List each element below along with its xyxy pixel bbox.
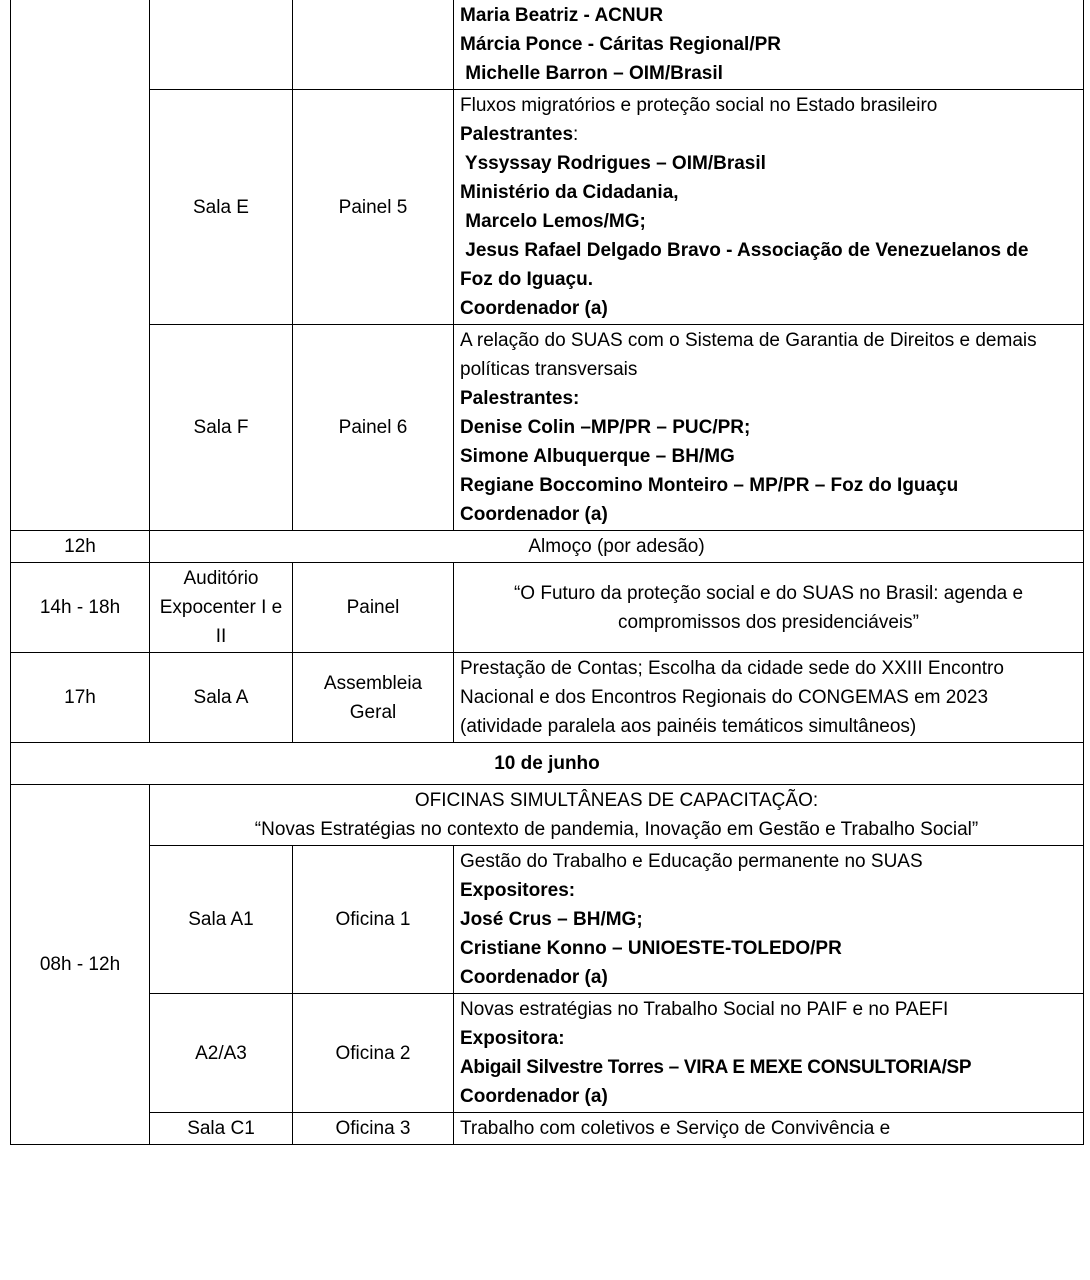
table-row (11, 563, 1084, 653)
table-row (11, 90, 1084, 325)
room-cell: Sala F (150, 325, 293, 531)
speaker-line: Márcia Ponce - Cáritas Regional/PR (460, 34, 781, 55)
session-title: Fluxos migratórios e proteção social no Estado brasileiro (460, 95, 938, 116)
session-details: Prestação de Contas; Escolha da cidade sede do XXIII Encontro Nacional e dos Encontros Regionais do CONGEMAS em 2023 (atividade paralela aos painéis temáticos simultâneos) (454, 653, 1084, 743)
table-row (11, 743, 1084, 785)
speaker-line: Regiane Boccomino Monteiro – MP/PR – Foz do Iguaçu (460, 475, 959, 496)
session-title: A relação do SUAS com o Sistema de Garantia de Direitos e demais políticas transversais (460, 330, 1037, 380)
speakers-label: Expositora: (460, 1028, 565, 1049)
session-title: Novas estratégias no Trabalho Social no PAIF e no PAEFI (460, 999, 949, 1020)
panel-cell: Painel 5 (293, 90, 454, 325)
speaker-line: Coordenador (a) (460, 298, 608, 319)
table-row (11, 653, 1084, 743)
speaker-line: Abigail Silvestre Torres – VIRA E MEXE CONSULTORIA/SP (460, 1057, 972, 1078)
room-cell: Sala E (150, 90, 293, 325)
table-row (11, 1113, 1084, 1145)
workshop-cell: Oficina 1 (293, 846, 454, 994)
table-row (11, 0, 1084, 90)
workshop-cell: Oficina 2 (293, 994, 454, 1113)
room-cell-empty (150, 0, 293, 90)
time-cell: 08h - 12h (11, 785, 150, 1145)
time-cell-empty (11, 0, 150, 531)
room-cell: Auditório Expocenter I e II (150, 563, 293, 653)
lunch-cell: Almoço (por adesão) (150, 531, 1084, 563)
room-cell: A2/A3 (150, 994, 293, 1113)
speaker-line: Coordenador (a) (460, 1086, 608, 1107)
room-cell: Sala A (150, 653, 293, 743)
speaker-line: Simone Albuquerque – BH/MG (460, 446, 735, 467)
speaker-line: Coordenador (a) (460, 504, 608, 525)
workshops-header (150, 785, 1084, 846)
speaker-line: Michelle Barron – OIM/Brasil (460, 63, 723, 84)
session-title: Gestão do Trabalho e Educação permanente no SUAS (460, 851, 923, 872)
speakers-label-line (460, 120, 1077, 149)
session-details: “O Futuro da proteção social e do SUAS no Brasil: agenda e compromissos dos presidenciáveis” (454, 563, 1084, 653)
speakers-cell (454, 0, 1084, 90)
speakers-label: Expositores: (460, 880, 576, 901)
speaker-line: José Crus – BH/MG; (460, 909, 643, 930)
speaker-line: Maria Beatriz - ACNUR (460, 5, 664, 26)
session-details (454, 846, 1084, 994)
speakers-label-suffix: : (573, 124, 579, 145)
workshops-header-line2: “Novas Estratégias no contexto de pandemia, Inovação em Gestão e Trabalho Social” (254, 819, 979, 840)
table-row (11, 325, 1084, 531)
panel-cell: Painel 6 (293, 325, 454, 531)
table-row (11, 785, 1084, 846)
workshop-cell: Oficina 3 (293, 1113, 454, 1145)
table-row (11, 994, 1084, 1113)
session-details (454, 994, 1084, 1113)
day-label: 10 de junho (494, 753, 600, 774)
schedule-table (10, 0, 1084, 1145)
speaker-line: Yssyssay Rodrigues – OIM/Brasil (460, 153, 766, 174)
table-row (11, 846, 1084, 994)
room-cell: Sala A1 (150, 846, 293, 994)
session-details (454, 325, 1084, 531)
panel-cell: Painel (293, 563, 454, 653)
speaker-line: Marcelo Lemos/MG; (460, 211, 646, 232)
panel-cell-empty (293, 0, 454, 90)
time-cell: 17h (11, 653, 150, 743)
room-cell: Sala C1 (150, 1113, 293, 1145)
panel-cell: Assembleia Geral (293, 653, 454, 743)
time-cell: 12h (11, 531, 150, 563)
speaker-line: Jesus Rafael Delgado Bravo - Associação de Venezuelanos de Foz do Iguaçu. (460, 240, 1034, 290)
speaker-line: Coordenador (a) (460, 967, 608, 988)
speakers-label: Palestrantes (460, 124, 574, 145)
time-cell: 14h - 18h (11, 563, 150, 653)
session-details: Trabalho com coletivos e Serviço de Convivência e (454, 1113, 1084, 1145)
speaker-line: Cristiane Konno – UNIOESTE-TOLEDO/PR (460, 938, 842, 959)
table-row (11, 531, 1084, 563)
day-header (11, 743, 1084, 785)
session-details (454, 90, 1084, 325)
speakers-label: Palestrantes: (460, 388, 580, 409)
workshops-header-line1: OFICINAS SIMULTÂNEAS DE CAPACITAÇÃO: (414, 790, 819, 811)
speaker-line: Denise Colin –MP/PR – PUC/PR; (460, 417, 751, 438)
speaker-line: Ministério da Cidadania, (460, 182, 679, 203)
